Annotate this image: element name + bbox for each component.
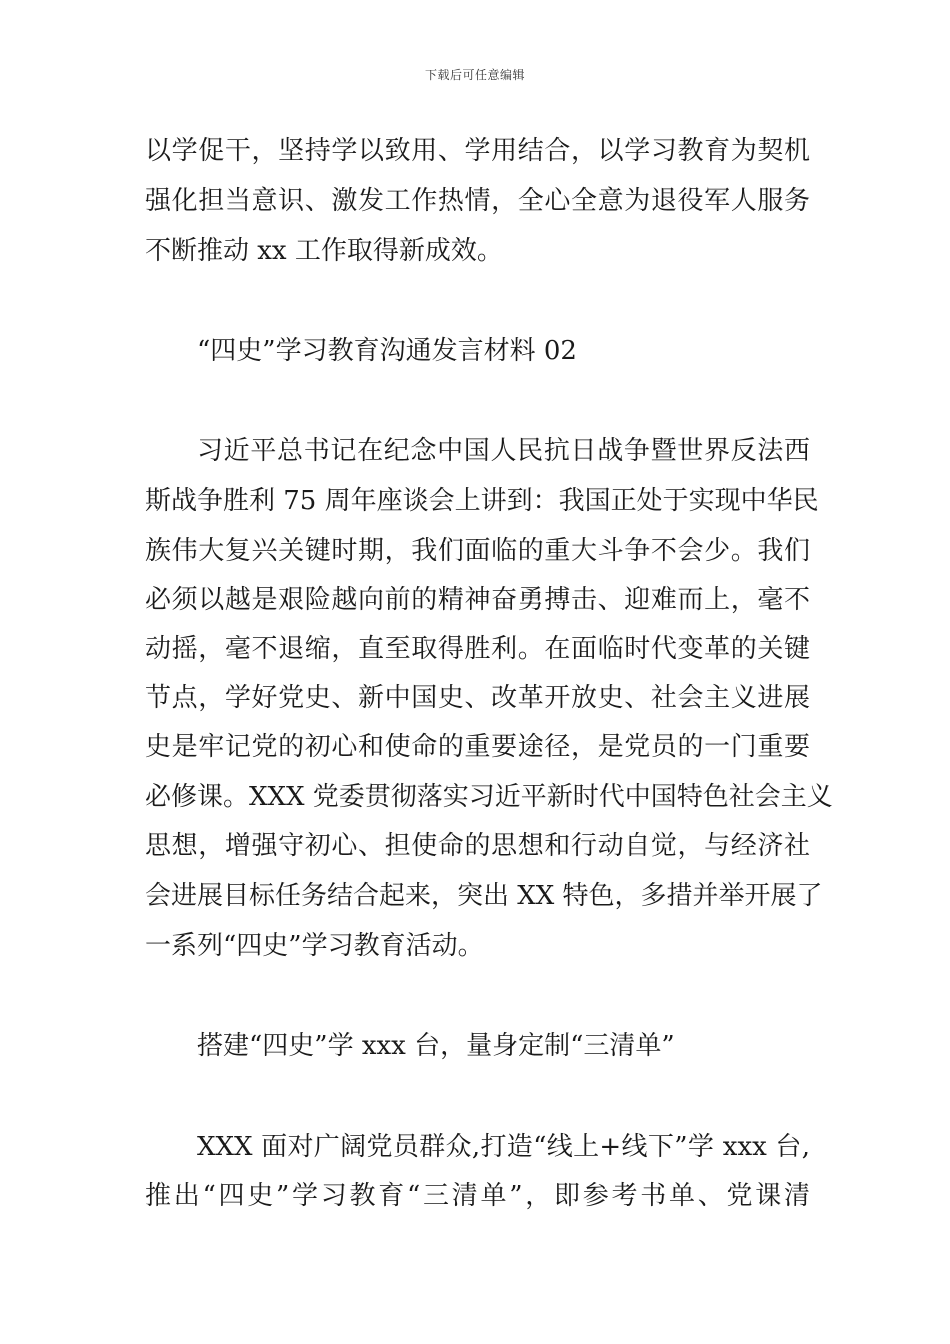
paragraph-2-line-6: 节点，学好党史、新中国史、改革开放史、社会主义进展	[145, 683, 810, 713]
section-heading-2: 搭建“四史”学 xxx 台，量身定制“三清单”	[197, 1031, 675, 1061]
paragraph-2-line-5: 动摇，毫不退缩，直至取得胜利。在面临时代变革的关键	[145, 634, 810, 664]
page-header-note: 下载后可任意编辑	[424, 68, 525, 82]
paragraph-2-line-1: 习近平总书记在纪念中国人民抗日战争暨世界反法西	[197, 436, 810, 466]
paragraph-2-line-9: 思想，增强守初心、担使命的思想和行动自觉，与经济社	[145, 831, 810, 861]
paragraph-3-line-1: XXX 面对广阔党员群众,打造“线上+线下”学 xxx 台,	[197, 1132, 810, 1162]
section-heading-1: “四史”学习教育沟通发言材料 02	[197, 336, 577, 366]
paragraph-1-line-3: 不断推动 xx 工作取得新成效。	[145, 236, 503, 266]
paragraph-2-line-7: 史是牢记党的初心和使命的重要途径，是党员的一门重要	[145, 732, 810, 762]
paragraph-2-line-4: 必须以越是艰险越向前的精神奋勇搏击、迎难而上，毫不	[145, 585, 810, 615]
paragraph-1-line-1: 以学促干，坚持学以致用、学用结合，以学习教育为契机	[145, 136, 810, 166]
paragraph-2-line-2: 斯战争胜利 75 周年座谈会上讲到：我国正处于实现中华民	[145, 486, 819, 516]
paragraph-2-line-10: 会进展目标任务结合起来，突出 XX 特色，多措并举开展了	[145, 881, 823, 911]
paragraph-1-line-2: 强化担当意识、激发工作热情，全心全意为退役军人服务	[145, 186, 810, 216]
paragraph-3-line-2: 推出“四史”学习教育“三清单”，即参考书单、党课清	[145, 1181, 810, 1211]
paragraph-2-line-8: 必修课。XXX 党委贯彻落实习近平新时代中国特色社会主义	[145, 782, 833, 812]
paragraph-2-line-3: 族伟大复兴关键时期，我们面临的重大斗争不会少。我们	[145, 536, 810, 566]
paragraph-2-line-11: 一系列“四史”学习教育活动。	[145, 931, 484, 961]
